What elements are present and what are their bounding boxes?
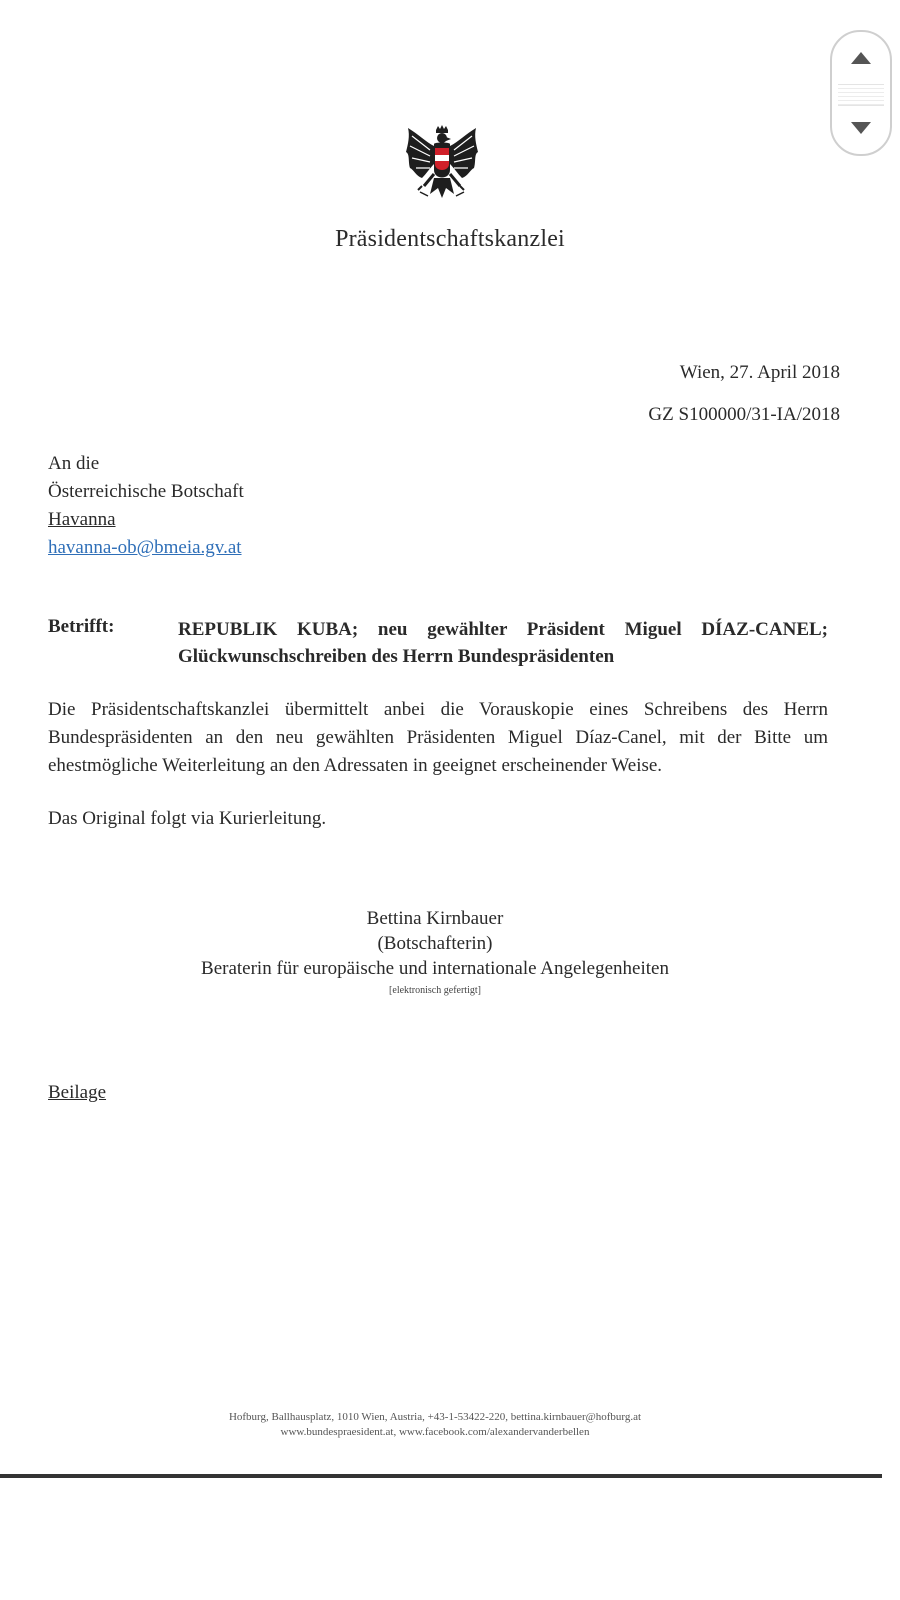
body-paragraph: Die Präsidentschaftskanzlei übermittelt anbei die Vorauskopie eines Schreibens des Herrn Bundespräsidenten an den neu gewählten Präsidenten Miguel Díaz-Canel, mit der Bitte um ehestmögliche Weiterleitung an den Adressaten in geeignet erscheinender Weise. (48, 699, 828, 776)
triangle-up-icon (849, 50, 873, 66)
attachment-label: Beilage (48, 1082, 107, 1103)
page-footer (0, 1410, 870, 1440)
letter-date: Wien, 27. April 2018 (679, 362, 840, 383)
triangle-down-icon (849, 120, 873, 136)
address-line-2: Österreichische Botschaft (48, 481, 244, 502)
page-scroll-control[interactable] (830, 30, 892, 156)
recipient-email-link[interactable]: havanna-ob@bmeia.gv.at (48, 537, 242, 558)
subject-label: Betrifft: (48, 616, 115, 637)
signatory-name: Bettina Kirnbauer (366, 908, 504, 929)
signatory-rank: (Botschafterin) (377, 933, 493, 954)
signature-note: [elektronisch gefertigt] (389, 985, 481, 996)
footer-web-line: www.bundespraesident.at, www.facebook.com/alexandervanderbellen (280, 1426, 590, 1438)
austrian-eagle-icon (404, 124, 480, 206)
subject-text: REPUBLIK KUBA; neu gewählter Präsident Miguel DÍAZ-CANEL; Glückwunschschreiben des Herrn Bundespräsidenten (178, 619, 828, 667)
office-name: Präsidentschaftskanzlei (335, 226, 565, 252)
page-bottom-divider (0, 1474, 882, 1478)
scroll-grip[interactable] (838, 84, 884, 106)
signature-block (0, 906, 870, 1001)
footer-address-line: Hofburg, Ballhausplatz, 1010 Wien, Austria, +43-1-53422-220, bettina.kirnbauer@hofburg.at (228, 1411, 642, 1423)
signatory-title: Beraterin für europäische und internationale Angelegenheiten (201, 958, 669, 979)
address-city: Havanna (48, 509, 116, 530)
closing-sentence: Das Original folgt via Kurierleitung. (48, 808, 327, 829)
address-line-1: An die (48, 453, 100, 474)
reference-number: GZ S100000/31-IA/2018 (648, 404, 840, 425)
recipient-address (48, 450, 244, 562)
scroll-up-button[interactable] (832, 36, 890, 80)
scroll-down-button[interactable] (832, 106, 890, 150)
